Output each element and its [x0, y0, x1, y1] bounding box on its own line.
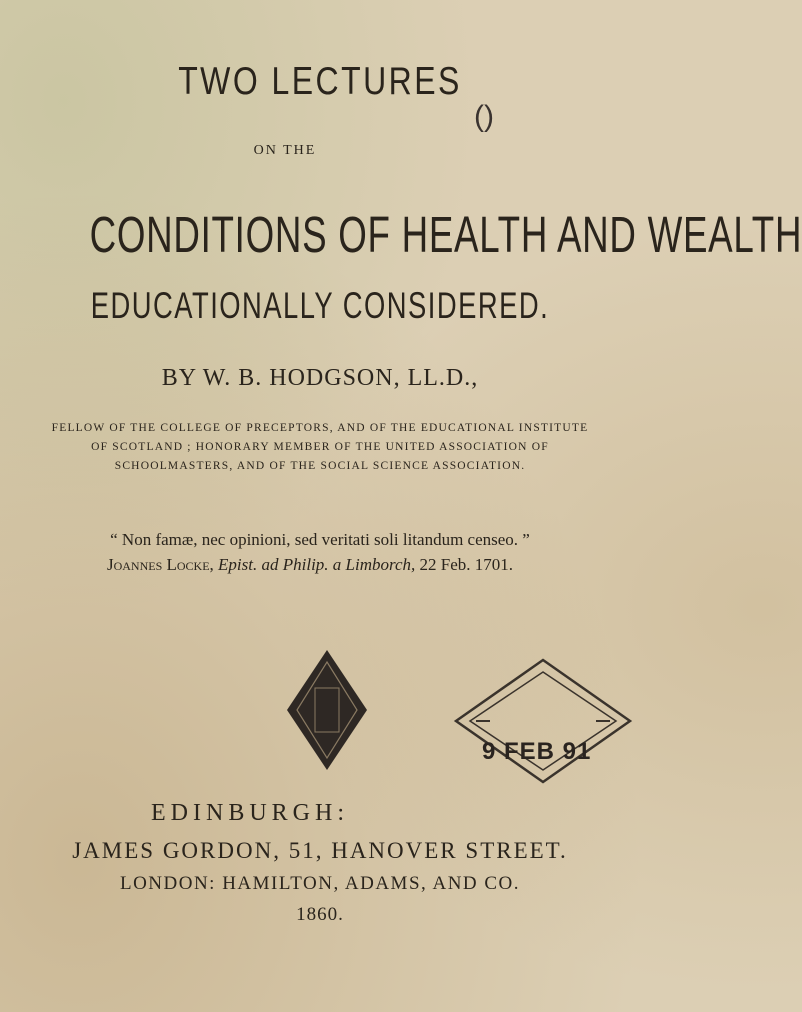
epigraph-source: Epist. ad Philip. a Limborch, — [218, 555, 416, 574]
imprint-london: LONDON: HAMILTON, ADAMS, AND CO. — [119, 873, 521, 894]
title-line-3: EDUCATIONALLY CONSIDERED. — [90, 285, 550, 326]
imprint-publisher: JAMES GORDON, 51, HANOVER STREET. — [72, 838, 568, 863]
affiliation-line-3: SCHOOLMASTERS, AND OF THE SOCIAL SCIENCE ASSOCIATION. — [114, 460, 526, 472]
stamp-date-text: 9 FEB 91 — [482, 738, 592, 765]
epigraph-attribution — [0, 555, 630, 575]
affiliation-line-2: OF SCOTLAND ; HONORARY MEMBER OF THE UNITED ASSOCIATION OF — [91, 441, 549, 453]
on-the-text: ON THE — [253, 143, 317, 158]
library-emblem-stamp — [285, 648, 369, 772]
author-line: BY W. B. HODGSON, LL.D., — [161, 365, 479, 391]
imprint-city: EDINBURGH: — [151, 800, 349, 826]
shelfmark-handwritten: () — [474, 100, 494, 133]
affiliation-line-1: FELLOW OF THE COLLEGE OF PRECEPTORS, AND OF THE EDUCATIONAL INSTITUTE — [51, 422, 589, 434]
epigraph-author: Joannes Locke, — [106, 555, 214, 574]
epigraph-quote: “ Non famæ, nec opinioni, sed veritati soli litandum censeo. ” — [110, 530, 530, 549]
title-line-1: TWO LECTURES — [178, 60, 462, 103]
imprint-year: 1860. — [296, 904, 344, 925]
epigraph-date: 22 Feb. 1701. — [419, 555, 514, 574]
title-line-2: CONDITIONS OF HEALTH AND WEALTH — [89, 206, 802, 263]
received-date-stamp — [450, 656, 636, 786]
